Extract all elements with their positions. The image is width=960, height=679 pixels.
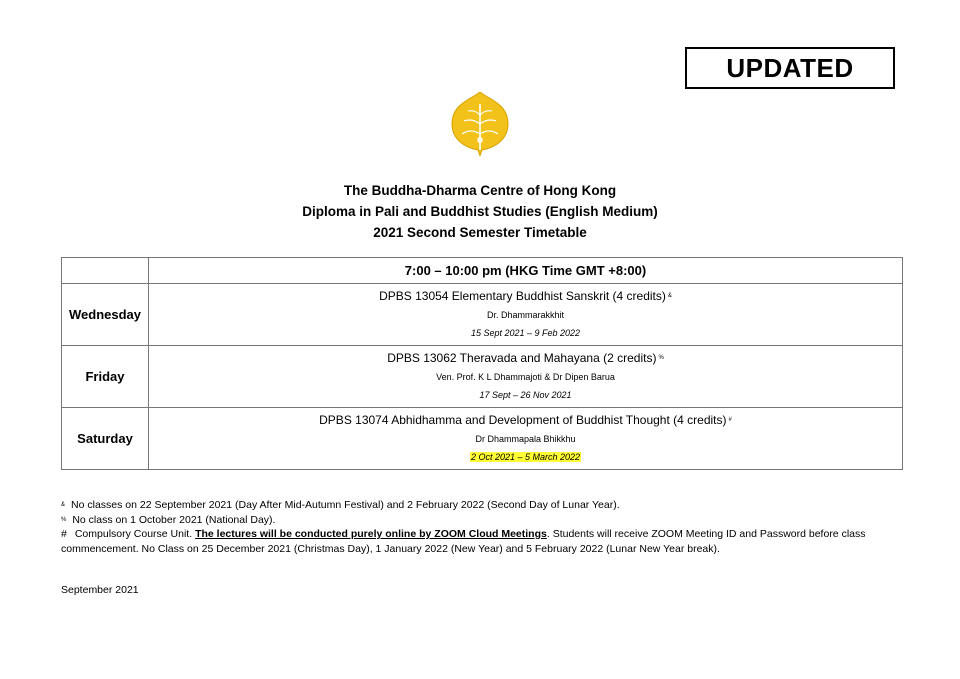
- lecturer-name: Dr Dhammapala Bhikkhu: [475, 434, 576, 444]
- table-row: [62, 284, 903, 346]
- course-title: DPBS 13054 Elementary Buddhist Sanskrit (4 credits) &: [379, 289, 672, 303]
- diploma-name: Diploma in Pali and Buddhist Studies (English Medium): [302, 204, 658, 219]
- day-cell: Wednesday: [62, 284, 149, 346]
- footnote-text: . Students will receive ZOOM Meeting ID and Password before class commencement. No Class on 25 December 2021 (Christmas Day), 1 January 2022 (New Year) and 5 February 2022 (Lunar New Year break).: [61, 528, 866, 555]
- course-cell: [149, 408, 903, 470]
- course-dates: 15 Sept 2021 – 9 Feb 2022: [470, 328, 581, 338]
- footnote-3: [61, 527, 906, 556]
- footnote-mark: &: [61, 502, 66, 508]
- updated-badge: [685, 47, 895, 89]
- day-cell: Saturday: [62, 408, 149, 470]
- document-titles: [0, 180, 960, 243]
- lecturer-name: Dr. Dhammarakkhit: [486, 310, 565, 320]
- semester-title: 2021 Second Semester Timetable: [373, 225, 587, 240]
- footnote-mark: #: [61, 528, 67, 540]
- time-header: 7:00 – 10:00 pm (HKG Time GMT +8:00): [149, 258, 903, 284]
- footnotes: [61, 498, 906, 556]
- table-row: [62, 408, 903, 470]
- timetable-header-row: [62, 258, 903, 284]
- timetable: [61, 257, 903, 470]
- day-cell: Friday: [62, 346, 149, 408]
- empty-corner-cell: [62, 258, 149, 284]
- course-dates: 17 Sept – 26 Nov 2021: [479, 390, 572, 400]
- footnote-2: [61, 513, 906, 528]
- course-cell: [149, 346, 903, 408]
- table-row: [62, 346, 903, 408]
- footnote-mark: #: [728, 417, 732, 423]
- footnote-text: No classes on 22 September 2021 (Day After Mid-Autumn Festival) and 2 February 2022 (Second Day of Lunar Year).: [71, 499, 620, 511]
- course-cell: [149, 284, 903, 346]
- document-date: September 2021: [61, 584, 139, 596]
- footnote-text: No class on 1 October 2021 (National Day).: [72, 513, 276, 526]
- highlighted-dates: 2 Oct 2021 – 5 March 2022: [470, 452, 581, 462]
- footnote-mark: &: [667, 293, 672, 299]
- footnote-mark: %: [61, 516, 67, 523]
- course-title: DPBS 13062 Theravada and Mahayana (2 credits) %: [387, 351, 664, 365]
- bodhi-leaf-icon: [448, 90, 512, 156]
- course-dates: [149, 451, 902, 466]
- course-title: DPBS 13074 Abhidhamma and Development of Buddhist Thought (4 credits) #: [319, 413, 732, 427]
- lecturer-name: Ven. Prof. K L Dhammajoti & Dr Dipen Barua: [436, 372, 615, 382]
- footnote-text: Compulsory Course Unit.: [74, 528, 196, 540]
- footnote-1: [61, 498, 906, 513]
- footnote-mark: %: [658, 355, 664, 361]
- online-notice: The lectures will be conducted purely online by ZOOM Cloud Meetings: [195, 528, 547, 540]
- centre-name: The Buddha-Dharma Centre of Hong Kong: [343, 183, 617, 198]
- updated-label: UPDATED: [726, 52, 854, 83]
